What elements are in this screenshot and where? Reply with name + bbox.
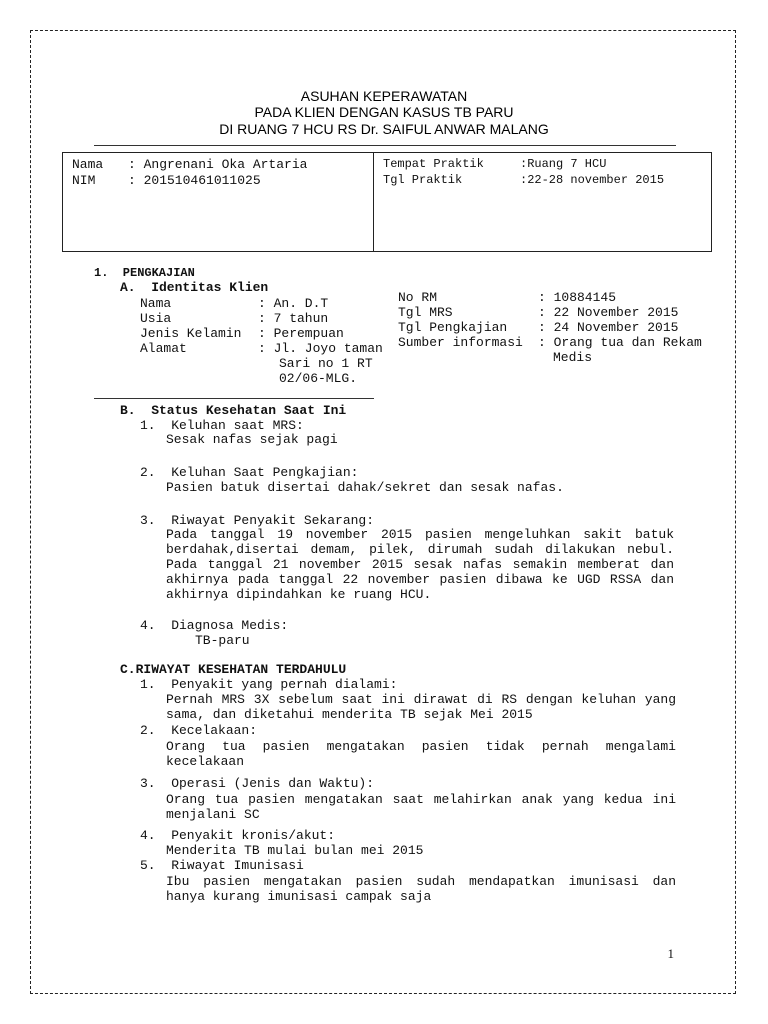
nama-label: Nama xyxy=(72,157,104,172)
riwayat-terdahulu-heading: C.RIWAYAT KESEHATAN TERDAHULU xyxy=(120,662,347,677)
list-item-title: 3. Riwayat Penyakit Sekarang: xyxy=(140,513,375,528)
list-item-body: TB-paru xyxy=(195,633,250,648)
identity-label: Jenis Kelamin xyxy=(140,326,242,341)
identity-value: : Jl. Joyo taman xyxy=(258,341,383,356)
alamat-continuation: 02/06-MLG. xyxy=(279,371,358,386)
list-item-title: 5. Riwayat Imunisasi xyxy=(140,858,304,873)
doc-title-line1: ASUHAN KEPERAWATAN xyxy=(300,88,468,104)
tgl-praktik-label: Tgl Praktik xyxy=(383,173,463,187)
list-item-body: Orang tua pasien mengatakan saat melahirkan anak yang kedua ini menjalani SC xyxy=(166,792,676,822)
doc-title-line2: PADA KLIEN DENGAN KASUS TB PARU xyxy=(254,104,514,120)
identity-label: Alamat xyxy=(140,341,187,356)
section-pengkajian-heading: 1. PENGKAJIAN xyxy=(94,266,195,280)
status-kesehatan-heading: B. Status Kesehatan Saat Ini xyxy=(120,403,347,418)
list-item-title: 1. Penyakit yang pernah dialami: xyxy=(140,677,398,692)
list-item-title: 3. Operasi (Jenis dan Waktu): xyxy=(140,776,375,791)
list-item-body: Menderita TB mulai bulan mei 2015 xyxy=(166,843,424,858)
list-item-body: Pada tanggal 19 november 2015 pasien mengeluhkan sakit batuk berdahak,disertai demam, pilek, dirumah sudah dilakukan nebul. Pada tanggal 21 november 2015 sesak nafas semakin memberat dan akhirnya pada tanggal 22 november pasien dibawa ke UGD RSSA dan akhirnya dipindahkan ke ruang HCU. xyxy=(166,527,674,602)
identity-label: Usia xyxy=(140,311,172,326)
nama-value: : Angrenani Oka Artaria xyxy=(128,157,308,172)
tempat-label: Tempat Praktik xyxy=(383,157,484,171)
list-item-body: Pernah MRS 3X sebelum saat ini dirawat di RS dengan keluhan yang sama, dan diketahui menderita TB sejak Mei 2015 xyxy=(166,692,676,722)
identity-value: : Perempuan xyxy=(258,326,344,341)
identitas-klien-heading: A. Identitas Klien xyxy=(120,280,269,295)
identity-label: Tgl Pengkajian xyxy=(398,320,508,335)
list-item-body: Orang tua pasien mengatakan pasien tidak pernah mengalami kecelakaan xyxy=(166,739,676,769)
list-item-title: 2. Keluhan Saat Pengkajian: xyxy=(140,465,359,480)
list-item-body: Ibu pasien mengatakan pasien sudah mendapatkan imunisasi dan hanya kurang imunisasi campak saja xyxy=(166,874,676,904)
list-item-title: 2. Kecelakaan: xyxy=(140,723,258,738)
nim-value: : 201510461011025 xyxy=(128,173,261,188)
doc-title-line3: DI RUANG 7 HCU RS Dr. SAIFUL ANWAR MALANG xyxy=(219,121,549,137)
tgl-praktik-value: :22-28 november 2015 xyxy=(520,173,665,187)
sumber-continuation: Medis xyxy=(553,350,593,365)
alamat-continuation: Sari no 1 RT xyxy=(279,356,373,371)
list-item-body: Pasien batuk disertai dahak/sekret dan sesak nafas. xyxy=(166,480,564,495)
identity-label: No RM xyxy=(398,290,438,305)
identity-label: Nama xyxy=(140,296,172,311)
list-item-body: Sesak nafas sejak pagi xyxy=(166,432,338,447)
identity-value: : An. D.T xyxy=(258,296,329,311)
identity-rule xyxy=(94,398,374,399)
identity-label: Sumber informasi xyxy=(398,335,523,350)
identity-value: : 10884145 xyxy=(538,290,617,305)
nim-label: NIM xyxy=(72,173,96,188)
identity-label: Tgl MRS xyxy=(398,305,453,320)
identity-value: : 22 November 2015 xyxy=(538,305,679,320)
student-box-divider xyxy=(373,152,374,252)
page-number: 1 xyxy=(667,946,674,961)
header-rule xyxy=(94,145,676,146)
identity-value: : Orang tua dan Rekam xyxy=(538,335,702,350)
identity-value: : 7 tahun xyxy=(258,311,329,326)
list-item-title: 1. Keluhan saat MRS: xyxy=(140,418,304,433)
list-item-title: 4. Penyakit kronis/akut: xyxy=(140,828,336,843)
tempat-value: :Ruang 7 HCU xyxy=(520,157,607,171)
identity-value: : 24 November 2015 xyxy=(538,320,679,335)
list-item-title: 4. Diagnosa Medis: xyxy=(140,618,289,633)
